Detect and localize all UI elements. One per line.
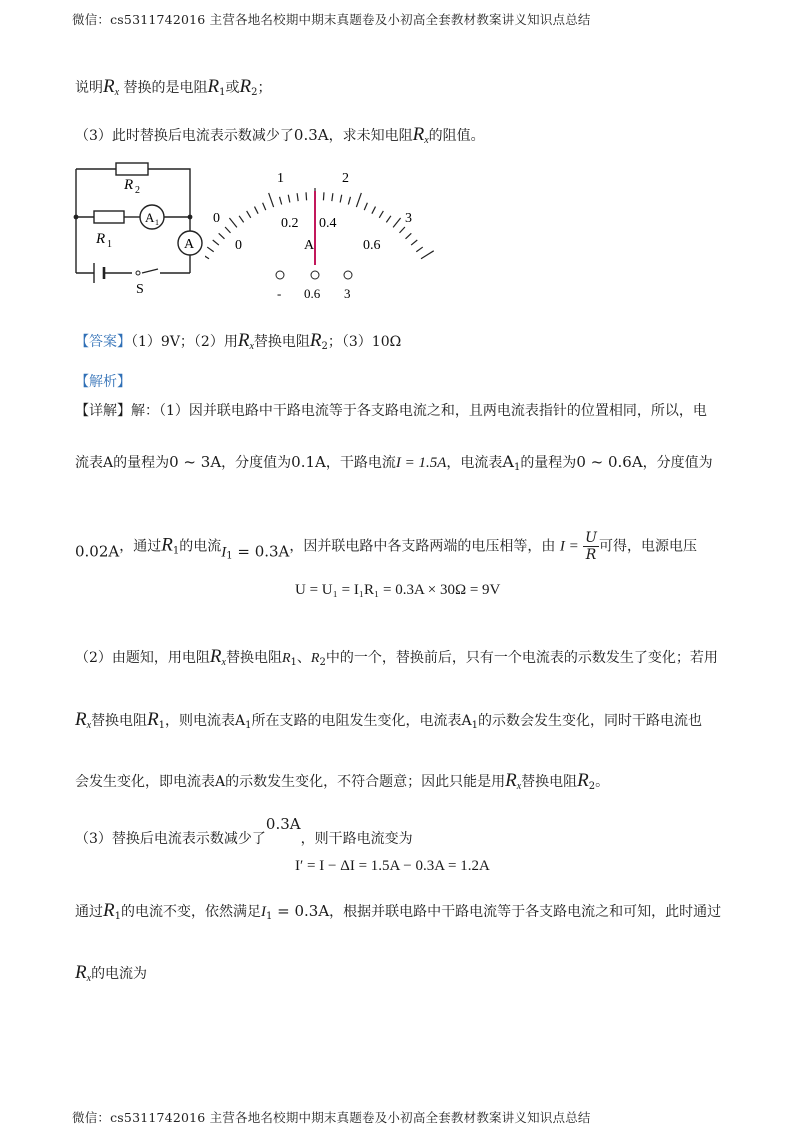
meter-major-tick: [356, 193, 361, 207]
detail-line-1: 【详解】解：（1）因并联电路中干路电流等于各支路电流之和，且两电流表指针的位置相同，所以，电: [75, 403, 707, 419]
meter-lower-label: 0: [235, 238, 242, 253]
question-3: （3）此时替换后电流表示数减少了0.3A，求未知电阻$R_x$的阻值。: [75, 124, 485, 146]
meter-upper-label: 1: [277, 171, 284, 186]
part3-line-1: （3）替换后电流表示数减少了0.3A，则干路电流变为: [75, 815, 413, 847]
meter-minor-tick: [213, 240, 219, 245]
equation-current: I′ = I − ΔI = 1.5A − 0.3A = 1.2A: [295, 858, 490, 874]
svg-text:1: 1: [155, 218, 159, 227]
meter-minor-tick: [263, 203, 266, 210]
meter-minor-tick: [225, 227, 230, 233]
meter-minor-tick: [340, 195, 342, 203]
terminal-0-6: [311, 271, 319, 279]
svg-text:R: R: [124, 177, 134, 193]
ammeter-dial: [205, 165, 435, 305]
terminal-label: -: [277, 286, 282, 301]
junction-dot: [74, 215, 79, 220]
detail-line-3: 0.02A，通过$R_1$的电流$I_1 = 0.3A$，因并联电路中各支路两端的电压相等，由 I = $\frac{U}{R}$ 可得，电源电压: [75, 530, 697, 563]
part2-line-3: 会发生变化，即电流表A的示数发生变化，不符合题意；因此只能是用$R_x$替换电阻$R_2$。: [75, 770, 610, 792]
meter-minor-tick: [379, 211, 383, 218]
page-footer: 微信：cs5311742016 主营各地名校期中期末真题卷及小初高全套教材教案讲义知识点总结: [72, 1110, 591, 1125]
meter-minor-tick: [306, 192, 307, 200]
meter-major-tick: [205, 251, 209, 259]
meter-minor-tick: [247, 211, 251, 218]
detail-line-2: 流表A的量程为0 ~ 3A，分度值为0.1A，干路电流I = 1.5A，电流表$A_1$的量程为0 ~ 0.6A，分度值为: [75, 452, 713, 473]
q2-conclusion: 说明$R_x$ 替换的是电阻$R_1$或$R_2$；: [75, 76, 272, 98]
meter-minor-tick: [393, 218, 400, 227]
part3-line-2: 通过$R_1$的电流不变，依然满足$I_1 = 0.3A$，根据并联电路中干路电流等于各支路电流之和可知，此时通过: [75, 900, 722, 922]
meter-minor-tick: [416, 247, 422, 252]
part3-line-3: $R_x$的电流为: [75, 962, 148, 984]
equation-voltage: U = U₁ = I₁R₁ = 0.3A × 30Ω = 9V: [295, 582, 501, 598]
meter-minor-tick: [411, 240, 417, 245]
switch-contact: [136, 271, 140, 275]
svg-text:1: 1: [107, 239, 112, 250]
meter-unit-label: A: [304, 238, 315, 253]
meter-minor-tick: [219, 233, 225, 239]
analysis-label: 【解析】: [75, 374, 131, 390]
terminal-label: 3: [344, 286, 351, 301]
terminal-label: 0.6: [304, 286, 321, 301]
part2-line-1: （2）由题知，用电阻$R_x$替换电阻$R_1$、$R_2$中的一个，替换前后，只有一个电流表的示数发生了变化；若用: [75, 646, 718, 668]
part2-line-2: $R_x$替换电阻$R_1$，则电流表$A_1$所在支路的电阻发生变化，电流表$A_1$的示数会发生变化，同时干路电流也: [75, 709, 703, 731]
junction-dot: [188, 215, 193, 220]
meter-minor-tick: [229, 218, 236, 227]
meter-minor-tick: [348, 197, 350, 205]
meter-minor-tick: [254, 207, 258, 214]
svg-text:2: 2: [135, 185, 140, 196]
meter-lower-label: 0.2: [281, 216, 299, 231]
meter-major-tick: [421, 251, 434, 259]
meter-minor-tick: [207, 247, 213, 252]
terminal-3: [344, 271, 352, 279]
answer: 【答案】（1）9V；（2）用$R_x$替换电阻$R_2$；（3）10Ω: [75, 330, 402, 352]
svg-text:R: R: [96, 231, 106, 247]
meter-minor-tick: [288, 195, 290, 203]
r2-resistor: [116, 163, 148, 175]
meter-minor-tick: [372, 207, 376, 214]
meter-minor-tick: [297, 193, 298, 201]
meter-minor-tick: [280, 197, 282, 205]
page-header: 微信：cs5311742016 主营各地名校期中期末真题卷及小初高全套教材教案讲义知识点总结: [72, 12, 591, 27]
svg-text:A: A: [145, 210, 155, 225]
svg-text:S: S: [136, 282, 144, 295]
meter-minor-tick: [332, 193, 333, 201]
meter-minor-tick: [323, 192, 324, 200]
svg-text:A: A: [184, 237, 195, 252]
meter-lower-label: 0.4: [319, 216, 337, 231]
circuit-diagram: [60, 155, 220, 295]
r1-resistor: [94, 211, 124, 223]
terminal-negative: [276, 271, 284, 279]
meter-minor-tick: [364, 203, 367, 210]
meter-minor-tick: [406, 233, 412, 239]
meter-minor-tick: [386, 216, 391, 223]
meter-lower-label: 0.6: [363, 238, 381, 253]
meter-minor-tick: [239, 216, 244, 223]
meter-major-tick: [269, 193, 274, 207]
meter-minor-tick: [400, 227, 405, 233]
meter-upper-label: 3: [405, 211, 412, 226]
meter-upper-label: 0: [213, 211, 220, 226]
meter-upper-label: 2: [342, 171, 349, 186]
